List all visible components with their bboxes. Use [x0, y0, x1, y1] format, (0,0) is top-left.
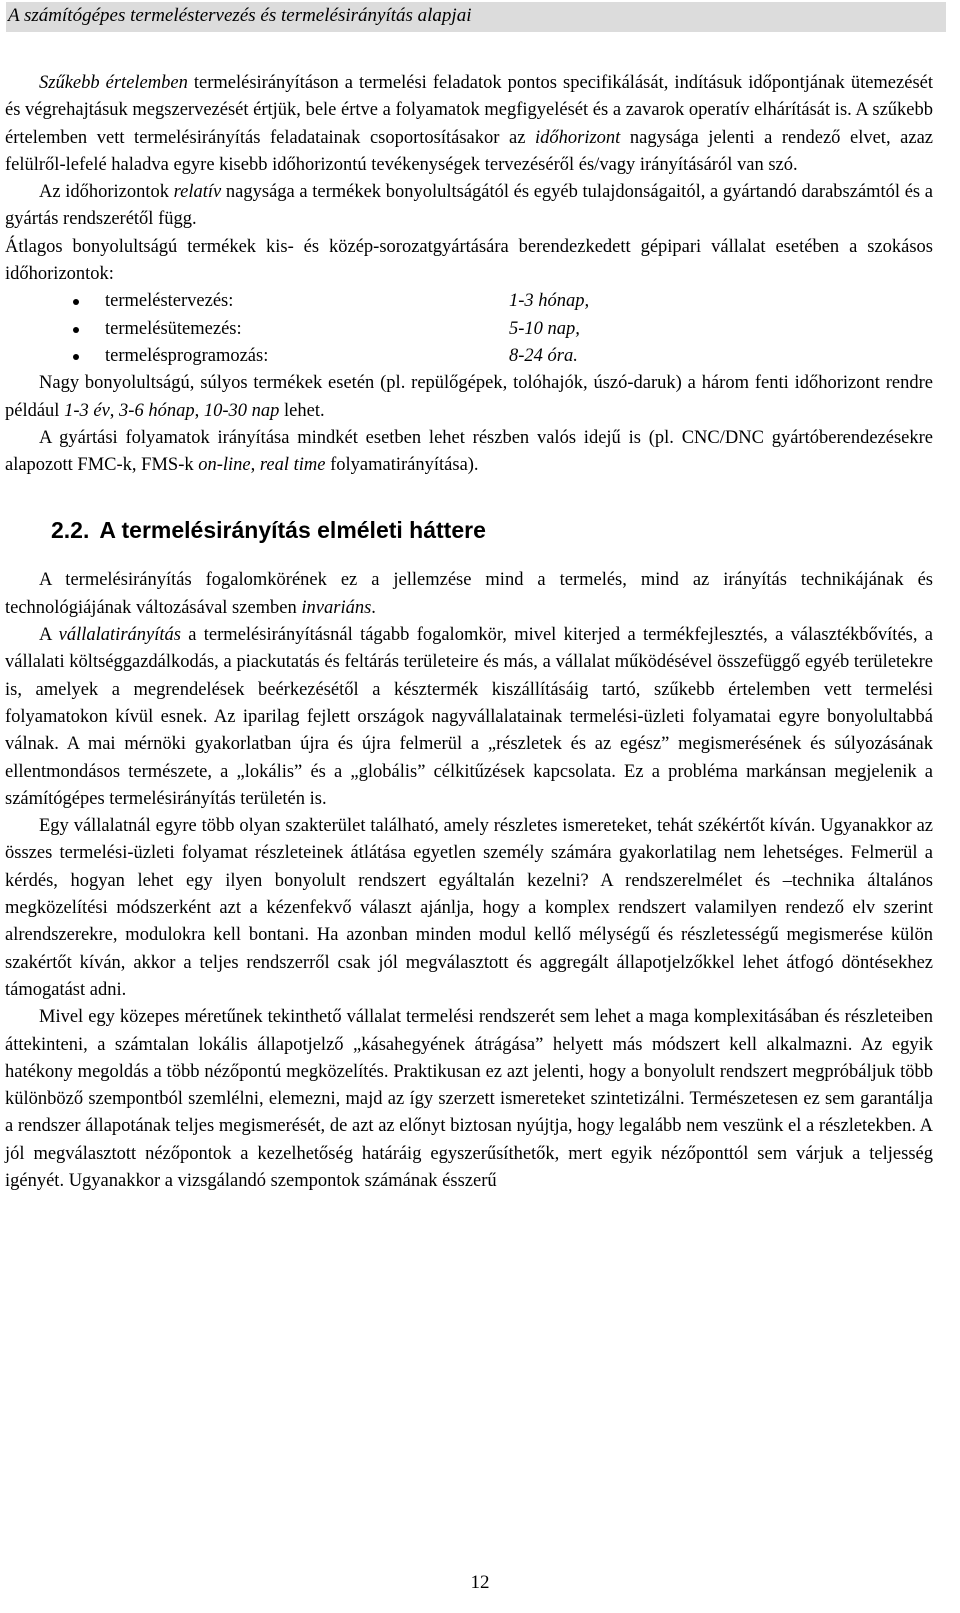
paragraph-text: Mivel egy közepes méretűnek tekinthető vállalat termelési rendszerét sem lehet a maga komplexitásában és részleteiben áttekinteni, a számtalan lokális állapotjelző „kásahegyének átrágása” helyett más módszert kell alkalmazni. Az egyik hatékony megoldás a több nézőpontú megközelítés. Praktikusan ez azt jelenti, hogy a bonyolult rendszert megpróbáljuk több különböző szempontból szemlélni, elemezni, majd az így szerzett ismereteket szintetizálni. Természetesen ez sem garantálja a rendszer állapotának teljes megismerését, de azt az előnyt biztosan nyújtja, hogy legalább nem veszünk el a részletekben. A jól megválasztott nézőpontok a kezelhetőség határáig egyszerűsíthetők, mert egyik nézőponttól sem várjuk a teljesség igényét. Ugyanakkor a vizsgálandó szempontok számának ésszerű [5, 1007, 933, 1191]
emphasis: vállalatirányítás [58, 625, 181, 646]
emphasis: 10-30 nap [203, 400, 280, 421]
paragraph-text: A termelésirányítás fogalomkörének ez a jellemzése mind a termelés, mind az irányítás technikájának és technológiájának változásával szemben [5, 570, 933, 618]
paragraph-text: nagysága jelenti a rendező elvet, azaz felülről-lefelé haladva egyre kisebb időhorizontú tevékenységek tervezéséről és/vagy irányításáról van szó. [5, 127, 933, 175]
paragraph-text: A [39, 625, 59, 646]
list-item-label: termelésprogramozás: [105, 345, 269, 366]
list-item-label: termelésütemezés: [105, 318, 242, 339]
bullet-icon [73, 354, 79, 360]
section-number: 2.2. [51, 517, 90, 544]
paragraph-text: . [371, 597, 376, 618]
paragraph [5, 425, 933, 480]
list-item [77, 288, 933, 315]
paragraph-text: A gyártási folyamatok irányítása mindkét esetben lehet részben valós idejű is (pl. CNC/DNC gyártóberendezésekre alapozott FMC-k, FMS-k [5, 427, 933, 476]
paragraph-text: termelésirányításon a termelési feladatok pontos specifikálását, indításuk időpontjának ütemezését és végrehajtásuk megszervezését értjük, bele értve a folyamatok megfigyelését és a zavarok operatív elhárítását is. A szűkebb értelemben vett termelésirányítás feladatainak csoportosításakor az [5, 73, 933, 148]
paragraph-text: Az időhorizontok [39, 182, 174, 203]
list-item-value: 5-10 nap, [509, 318, 580, 339]
separator: , [109, 400, 120, 421]
separator: , [194, 400, 204, 421]
page-body [5, 70, 933, 1195]
emphasis: 3-6 hónap [119, 400, 195, 421]
list-item-value: 1-3 hónap, [509, 291, 590, 312]
list-item [77, 343, 933, 370]
bullet-icon [73, 327, 79, 333]
paragraph [5, 622, 933, 813]
paragraph [5, 567, 933, 622]
running-header [6, 2, 946, 32]
list-item-label: termeléstervezés: [105, 291, 234, 312]
paragraph [5, 370, 933, 425]
paragraph [5, 234, 933, 289]
paragraph-text: lehet. [279, 400, 325, 421]
paragraph-text: Egy vállalatnál egyre több olyan szakterület található, amely részletes ismereteket, tehát székértőt kíván. Ugyanakkor az összes termelési-üzleti folyamat részleteinek átlátása egyetlen személy számára gyakorlatilag nem lehetséges. Felmerül a kérdés, hogyan lehet egy ilyen bonyolult rendszert egyáltalán kezelni? A rendszerelmélet és –technika általános megközelítési módszerként azt a kézenfekvő választ ajánlja, hogy a komplex rendszert valamilyen rendező elv szerint alrendszerekre, modulokra kell bontani. Ha azonban minden modul kellő mélységű és részletességű megismerése külön szakértőt kíván, akkor a teljes rendszerről csak jól megválasztott és aggregált állapotjelzőkkel lehet átfogó döntésekhez támogatást adni. [5, 816, 933, 1000]
emphasis: real time [259, 455, 326, 476]
paragraph-text: a termelésirányításnál tágabb fogalomkör, mivel kiterjed a termékfejlesztés, a választékbővítés, a vállalati költséggazdálkodás, a piackutatás és feltárás területeire és más, a vállalat működésével összefüggő egyéb területekre is, amelyek a megrendelések beérkezésétől a késztermék kiszállításáig tartó, szűkebb értelemben vett termelési folyamatokon kívül esnek. Az iparilag fejlett országok nagyvállalatainak termelési-üzleti folyamatai egyre bonyolultabbá válnak. A mai mérnöki gyakorlatban újra és újra felmerül a „részletek és az egész” megismerésének és súlyozásának ellentmondásos természete, a „lokális” és a „globális” célkitűzések kapcsolata. Ez a probléma markánsan megjelenik a számítógépes termelésirányítás területén is. [5, 625, 934, 809]
paragraph-text: Nagy bonyolultságú, súlyos termékek esetén (pl. repülőgépek, tolóhajók, úszó-daruk) a három fenti időhorizont rendre például [5, 373, 933, 421]
paragraph [5, 1004, 933, 1195]
emphasis: 1-3 év [64, 400, 110, 421]
bullet-icon [73, 299, 79, 305]
paragraph [5, 70, 933, 179]
running-header-title: A számítógépes termeléstervezés és termelésirányítás alapjai [8, 5, 472, 26]
section-title: A termelésirányítás elméleti háttere [99, 517, 486, 544]
list-item-value: 8-24 óra. [509, 345, 578, 366]
paragraph-text: folyamatirányítása). [325, 455, 479, 476]
emphasis: invariáns [301, 597, 372, 618]
list-item [77, 316, 933, 343]
separator: , [250, 455, 260, 476]
emphasis: időhorizont [535, 127, 621, 148]
lead-term: Szűkebb értelemben [39, 73, 188, 93]
paragraph [5, 179, 933, 234]
paragraph-text: nagysága a termékek bonyolultságától és egyéb tulajdonságaitól, a gyártandó darabszámtól és a gyártás rendszerétől függ. [5, 182, 933, 230]
page-number: 12 [470, 1572, 490, 1593]
time-horizon-list [5, 288, 933, 370]
paragraph [5, 813, 933, 1004]
emphasis: relatív [173, 182, 222, 203]
section-heading [51, 515, 933, 545]
emphasis: on-line [198, 455, 251, 476]
paragraph-text: Átlagos bonyolultságú termékek kis- és közép-sorozatgyártására berendezkedett gépipari vállalat esetében a szokásos időhorizontok: [5, 236, 933, 285]
